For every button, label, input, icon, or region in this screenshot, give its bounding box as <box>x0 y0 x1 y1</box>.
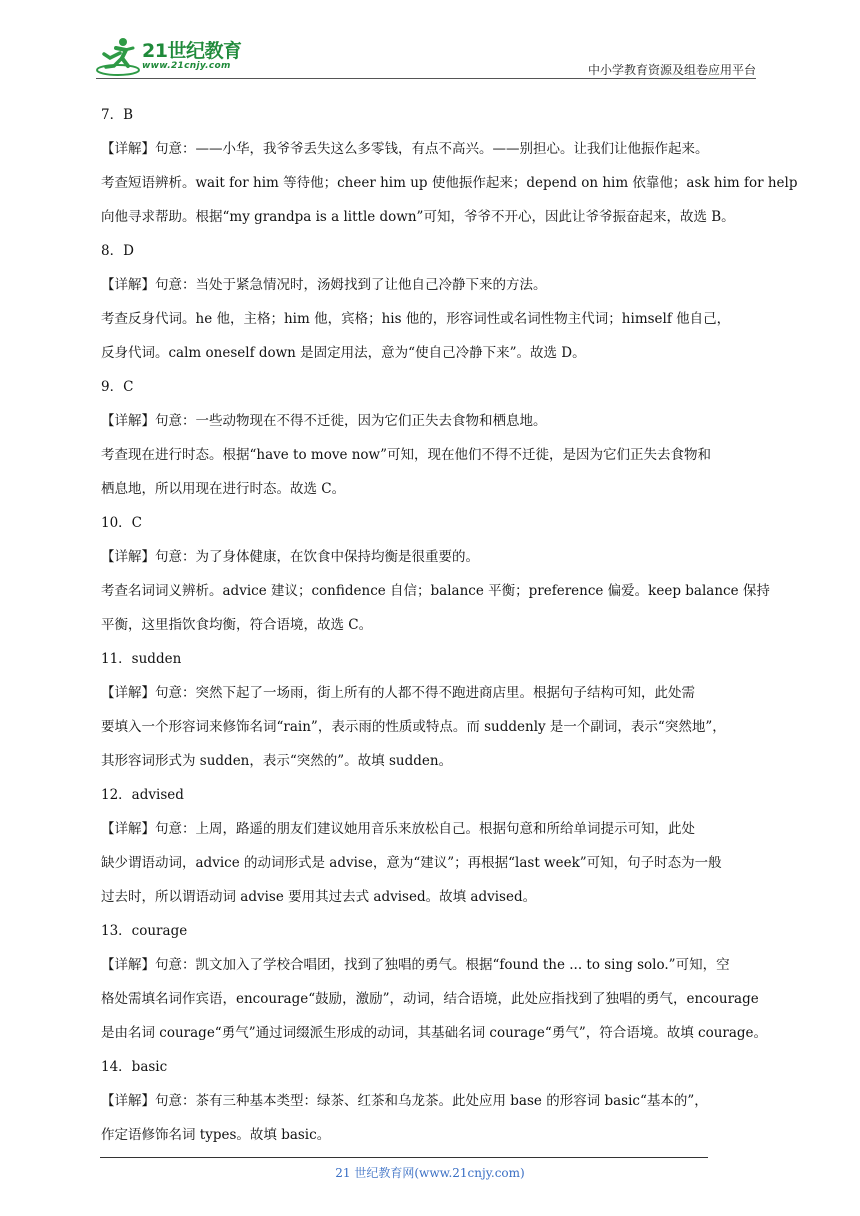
header-divider <box>96 78 756 79</box>
text-line: 10．C <box>101 515 143 531</box>
text-line: 平衡，这里指饮食均衡，符合语境，故选 C。 <box>101 617 373 633</box>
text-line: 【详解】句意：突然下起了一场雨，街上所有的人都不得不跑进商店里。根据句子结构可知，此处需 <box>101 685 695 701</box>
text-line: 7．B <box>101 107 134 123</box>
text-line: 【详解】句意：为了身体健康，在饮食中保持均衡是很重要的。 <box>101 549 479 565</box>
text-line: 【详解】句意：凯文加入了学校合唱团，找到了独唱的勇气。根据“found the ... to sing solo.”可知，空 <box>101 957 730 973</box>
text-line: 考查反身代词。he 他，主格；him 他，宾格；his 他的，形容词性或名词性物主代词；himself 他自己， <box>101 311 731 327</box>
text-line: 13．courage <box>101 923 188 939</box>
brand-name: 21世纪教育 <box>142 40 242 62</box>
text-line: 栖息地，所以用现在进行时态。故选 C。 <box>101 481 346 497</box>
text-line: 【详解】句意：——小华，我爷爷丢失这么多零钱，有点不高兴。——别担心。让我们让他振作起来。 <box>101 141 709 157</box>
text-line: 【详解】句意：当处于紧急情况时，汤姆找到了让他自己冷静下来的方法。 <box>101 277 547 293</box>
text-line: 【详解】句意：一些动物现在不得不迁徙，因为它们正失去食物和栖息地。 <box>101 413 547 429</box>
text-line: 9．C <box>101 379 134 395</box>
text-line: 12．advised <box>101 787 184 803</box>
answer-content <box>101 98 798 1152</box>
text-line: 考查现在进行时态。根据“have to move now”可知，现在他们不得不迁徙，是因为它们正失去食物和 <box>101 447 712 463</box>
brand-url: www.21cnjy.com <box>142 61 231 71</box>
site-logo <box>96 36 256 78</box>
text-line: 过去时，所以谓语动词 advise 要用其过去式 advised。故填 advised。 <box>101 889 537 905</box>
text-line: 要填入一个形容词来修饰名词“rain”，表示雨的性质或特点。而 suddenly 是一个副词，表示“突然地”， <box>101 719 726 735</box>
footer-divider <box>100 1157 708 1158</box>
text-line: 考查名词词义辨析。advice 建议；confidence 自信；balance 平衡；preference 偏爱。keep balance 保持 <box>101 583 770 599</box>
text-line: 向他寻求帮助。根据“my grandpa is a little down”可知，爷爷不开心，因此让爷爷振奋起来，故选 B。 <box>101 209 735 225</box>
text-line: 【详解】句意：上周，路遥的朋友们建议她用音乐来放松自己。根据句意和所给单词提示可知，此处 <box>101 821 695 837</box>
text-line: 11．sudden <box>101 651 182 667</box>
text-line: 【详解】句意：茶有三种基本类型：绿茶、红茶和乌龙茶。此处应用 base 的形容词 basic“基本的”， <box>101 1093 708 1109</box>
text-line: 格处需填名词作宾语，encourage“鼓励，激励”，动词，结合语境，此处应指找到了独唱的勇气，encourage <box>101 991 759 1007</box>
text-line: 缺少谓语动词，advice 的动词形式是 advise，意为“建议”；再根据“last week”可知，句子时态为一般 <box>101 855 722 871</box>
page-header <box>96 30 756 78</box>
text-line: 是由名词 courage“勇气”通过词缀派生形成的动词，其基础名词 courage“勇气”，符合语境。故填 courage。 <box>101 1025 768 1041</box>
text-line: 考查短语辨析。wait for him 等待他；cheer him up 使他振作起来；depend on him 依靠他；ask him for help <box>101 175 798 191</box>
text-line: 8．D <box>101 243 134 259</box>
text-line: 其形容词形式为 sudden，表示“突然的”。故填 sudden。 <box>101 753 453 769</box>
platform-name: 中小学教育资源及组卷应用平台 <box>587 63 756 77</box>
text-line: 反身代词。calm oneself down 是固定用法，意为“使自己冷静下来”。故选 D。 <box>101 345 586 361</box>
text-line: 14．basic <box>101 1059 168 1075</box>
footer-text: 21 世纪教育网(www.21cnjy.com) <box>335 1166 525 1180</box>
runner-logo-icon <box>96 36 142 78</box>
text-line: 作定语修饰名词 types。故填 basic。 <box>101 1127 331 1143</box>
